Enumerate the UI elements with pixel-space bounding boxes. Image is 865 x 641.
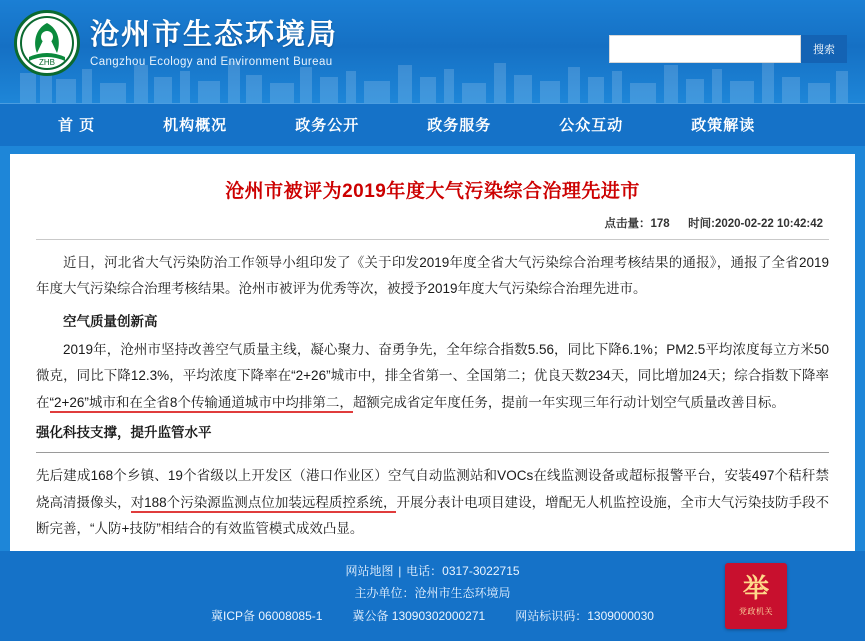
site-header — [0, 0, 865, 103]
main-navigation — [0, 103, 865, 146]
nav-item-home[interactable]: 首 页 — [58, 116, 96, 134]
nav-item-public-interaction[interactable]: 公众互动 — [559, 116, 624, 134]
footer-separator-1: | — [398, 564, 402, 578]
bureau-emblem-icon — [14, 10, 80, 76]
paragraph-2-highlight: “2+26”城市和在全省8个传输通道城市中均排第二， — [50, 395, 353, 413]
emblem-graphic — [19, 15, 75, 71]
publish-time: 时间:2020-02-22 10:42:42 — [688, 218, 823, 230]
paragraph-2-text-a: 2019年，沧州市坚持改善空气质量主线，凝心聚力、奋勇争先，全年综合指数5.56，同比下降6.1%；PM2.5平均浓度每立方米50微克，同比下降12.3%，平均浓度下降率在“2+26”城市中，排全省第一、全国第二；优良天数234天，同比增加24天；综合指数下降率在 — [36, 341, 829, 410]
paragraph-3-text-a: 先后建成168个乡镇、19个省级以上开发区（港口作业区）空气自动监测站和VOCs在线监测设备或超标报警平台，安装497个秸秆禁烧高清摄像头， — [36, 468, 829, 510]
search-input[interactable] — [609, 35, 801, 63]
article-paragraph-1: 近日，河北省大气污染防治工作领导小组印发了《关于印发2019年度全省大气污染综合治理考核结果的通报》，通报了全省2019年度大气污染综合治理考核结果。沧州市被评为优秀等次，被授予2019年度大气污染综合治理先进市。 — [36, 255, 829, 297]
page-title: 沧州市被评为2019年度大气污染综合治理先进市 — [225, 181, 640, 202]
nav-item-organization[interactable]: 机构概况 — [163, 116, 228, 134]
site-logo[interactable] — [14, 10, 338, 76]
nav-item-government-affairs[interactable]: 政务公开 — [295, 116, 360, 134]
footer-site-id: 网站标识码：1309000030 — [515, 609, 654, 624]
search-button[interactable]: 搜索 — [801, 35, 847, 63]
article-subheading-1: 空气质量创新高 — [63, 313, 158, 329]
brand-text — [90, 18, 338, 69]
brand-name-cn: 沧州市生态环境局 — [90, 18, 339, 51]
footer-icp[interactable]: 冀ICP备 06008085-1 — [211, 609, 323, 624]
site-footer — [0, 551, 865, 641]
seal-label: 党政机关 — [739, 607, 773, 616]
seal-glyph: 举 — [742, 573, 769, 603]
meta-divider — [36, 239, 829, 240]
paragraph-3-highlight: 对188个污染源监测点位加装远程质控系统， — [131, 495, 397, 513]
nav-item-government-services[interactable]: 政务服务 — [427, 116, 492, 134]
svg-text:ZHB: ZHB — [39, 58, 55, 67]
article-paragraph-3 — [36, 463, 829, 542]
search-box — [609, 35, 847, 63]
footer-police-record[interactable]: 冀公备 13090302000271 — [352, 609, 486, 624]
nav-item-policy-interpretation[interactable]: 政策解读 — [691, 116, 756, 134]
article-meta — [36, 215, 829, 231]
content-background — [0, 146, 865, 551]
footer-phone: 电话：0317-3022715 — [406, 564, 520, 578]
article-paragraph-2 — [36, 337, 829, 416]
paragraph-3-text-b: 开展分表计电项目建设，增配无人机监控设施，全市大气污染技防手段不断完善，“人防+技防”相结合的有效监管模式成效凸显。 — [36, 494, 830, 536]
article-panel — [10, 154, 855, 551]
footer-organizer: 主办单位：沧州市生态环境局 — [354, 586, 511, 601]
gov-website-seal-icon[interactable] — [725, 563, 787, 629]
article-subheading-2: 强化科技支撑，提升监管水平 — [36, 424, 212, 440]
view-count: 点击量：178 — [604, 218, 670, 230]
section-divider — [36, 452, 829, 453]
sitemap-link[interactable]: 网站地图 — [345, 564, 394, 578]
brand-name-en: Cangzhou Ecology and Environment Bureau — [90, 56, 333, 69]
paragraph-2-text-b: 超额完成省定年度任务，提前一年实现三年行动计划空气质量改善目标。 — [352, 394, 785, 410]
